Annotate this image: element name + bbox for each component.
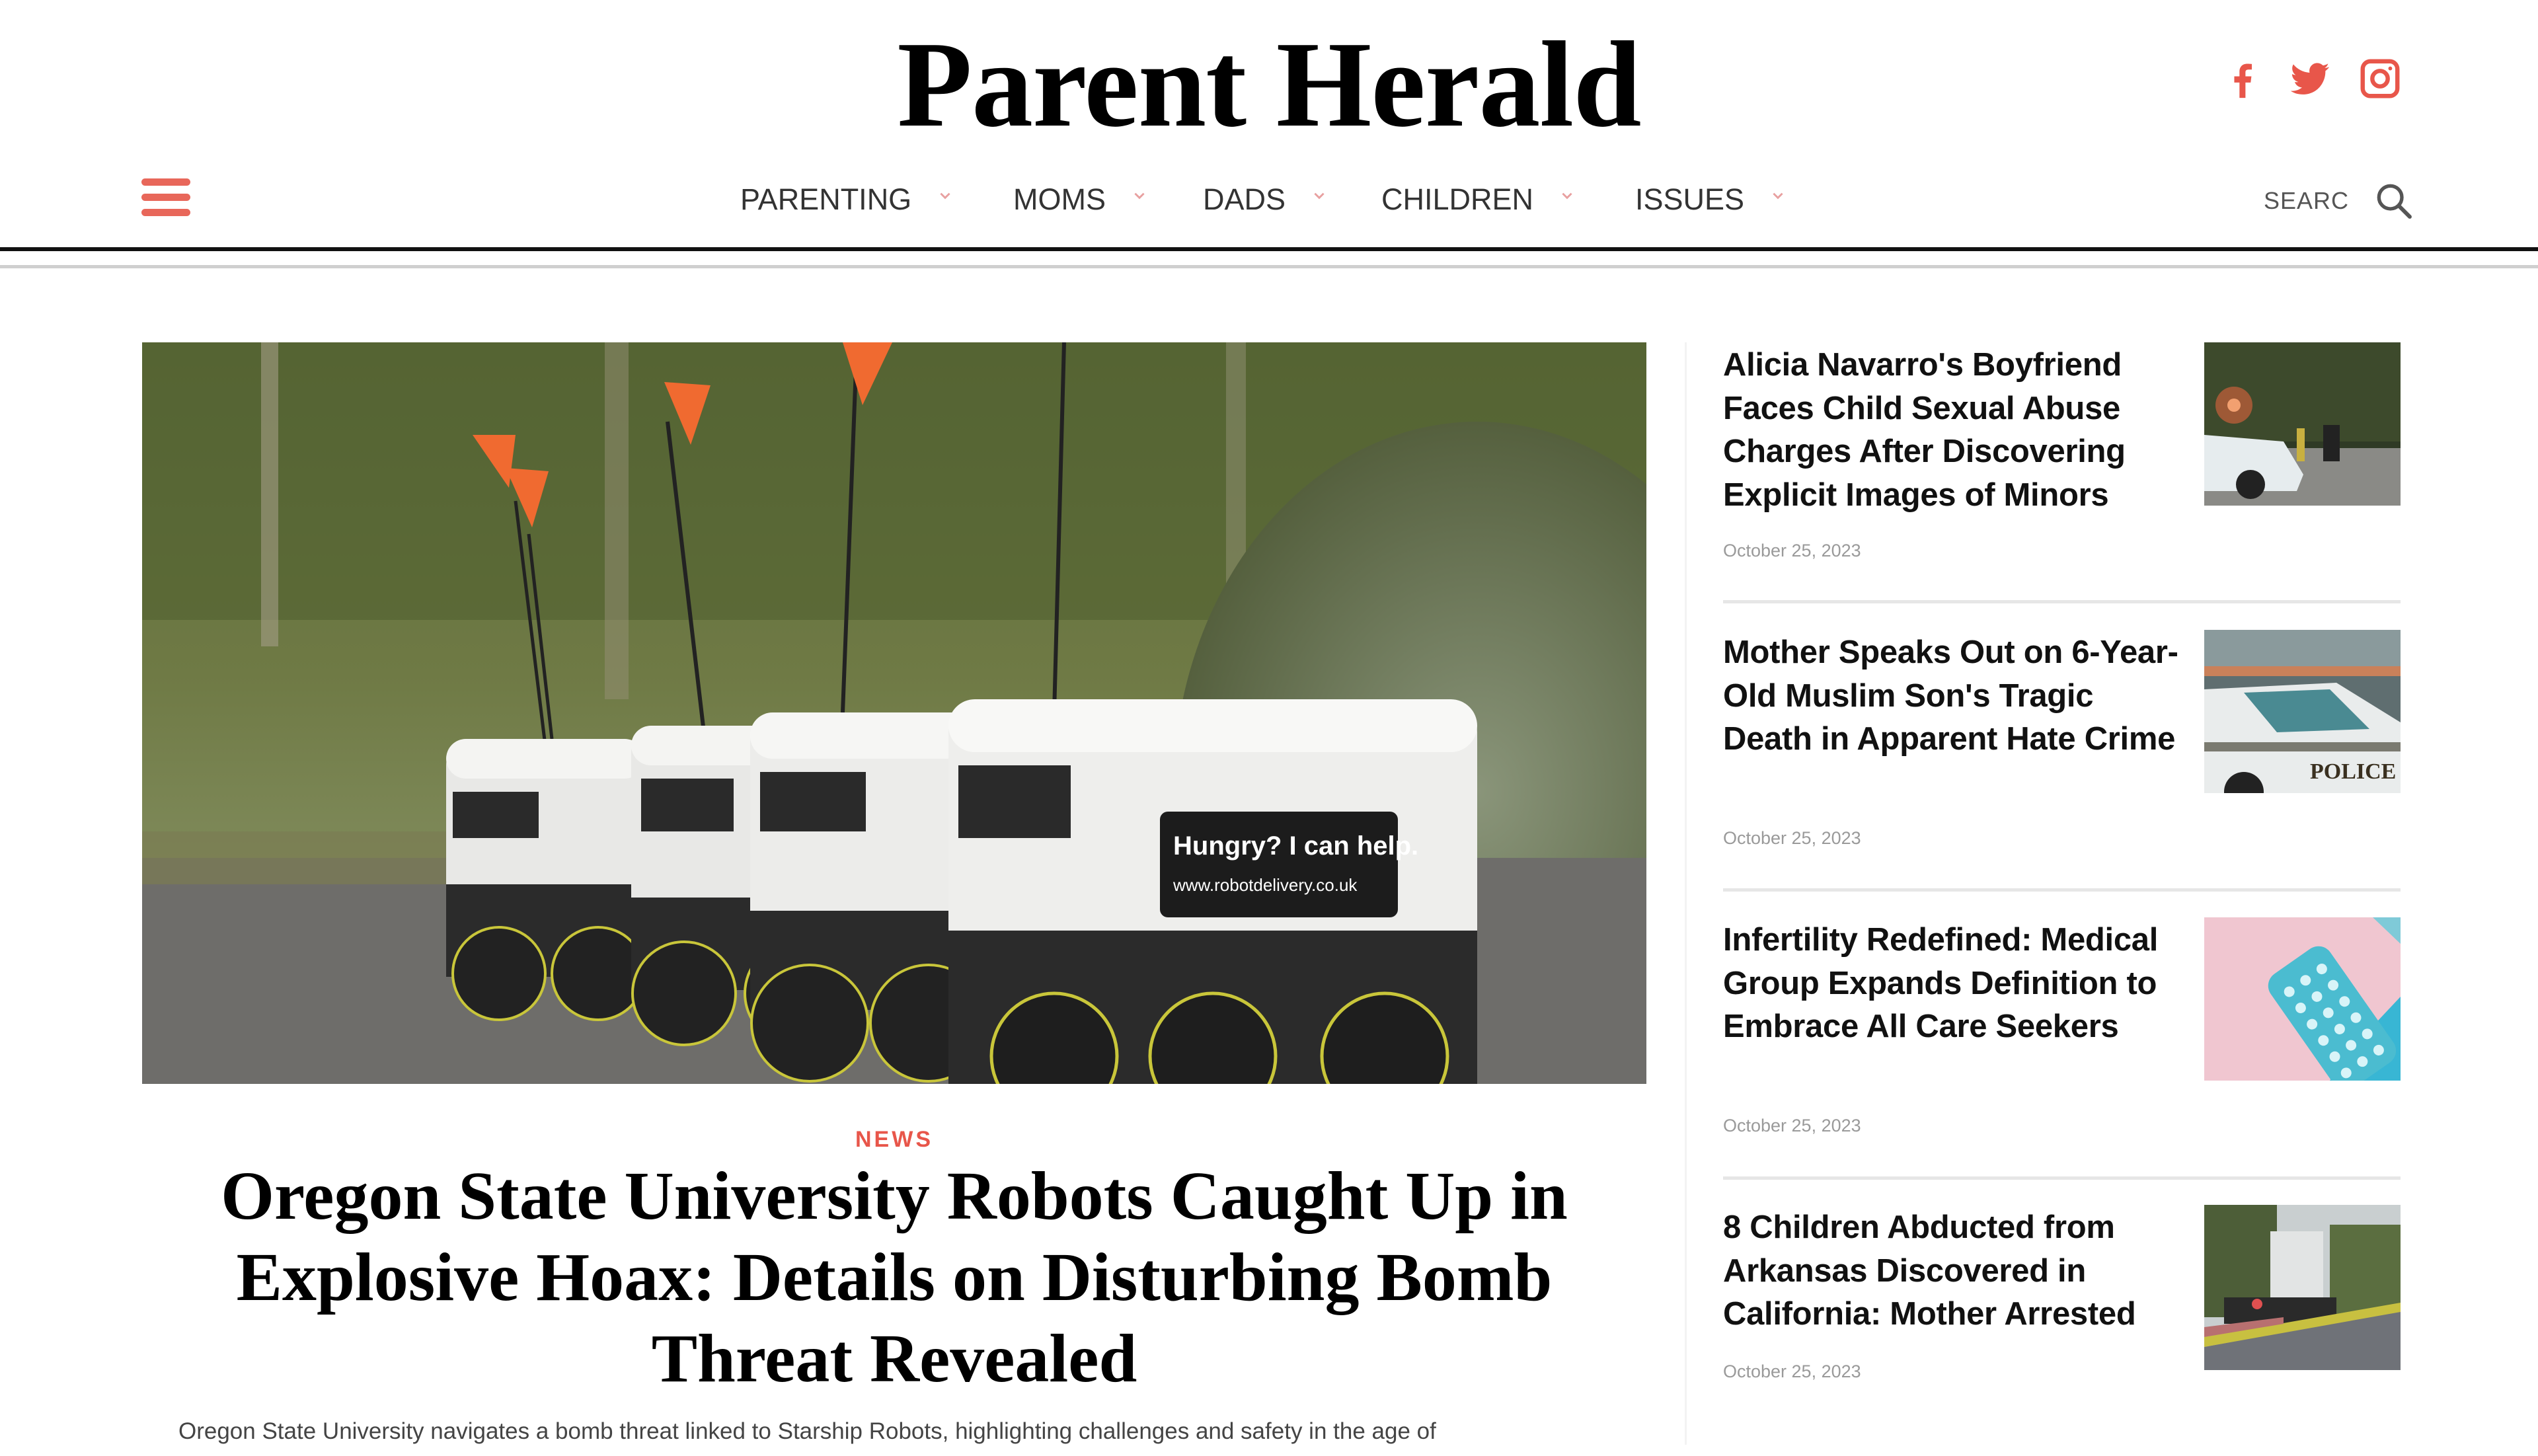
chevron-down-icon [938,188,952,203]
nav-label: ISSUES [1635,182,1745,216]
birth-control-pills-photo [2204,917,2401,1081]
featured-headline[interactable]: Oregon State University Robots Caught Up in Explosive Hoax: Details on Disturbing Bomb Threat Revealed [221,1158,1568,1397]
nav-label: DADS [1203,182,1286,216]
nav-item-parenting[interactable] [740,178,952,221]
chevron-down-icon [1771,188,1785,203]
svg-text:POLICE: POLICE [2310,759,2397,784]
nav-item-children[interactable] [1381,178,1574,221]
chevron-down-icon [1312,188,1327,203]
nav-item-moms[interactable] [1013,178,1147,221]
facebook-icon[interactable] [2219,56,2266,102]
nav-label: MOMS [1013,182,1106,216]
police-car-night-photo [2204,342,2401,506]
chevron-down-icon [1560,188,1574,203]
search-icon [2373,180,2415,222]
header-divider-thin [0,265,2538,268]
featured-article-image[interactable] [142,342,1646,1084]
sidebar-article-date: October 25, 2023 [1723,1361,1861,1381]
search-label: SEARC [2264,187,2350,214]
sidebar-article-date: October 25, 2023 [1723,1116,1861,1135]
main-nav [0,178,2538,221]
sidebar-divider [1723,1176,2401,1180]
search-button[interactable] [2264,180,2415,222]
nav-item-issues[interactable] [1635,178,1785,221]
instagram-icon[interactable] [2357,56,2403,102]
street-scene-photo [2204,1205,2401,1370]
sidebar-article-thumbnail[interactable] [2204,342,2401,506]
site-logo[interactable]: Parent Herald [897,17,1641,153]
sidebar-article[interactable] [1723,342,2401,594]
police-car-closeup-photo [2204,630,2401,793]
sidebar-article[interactable] [1723,917,2401,1169]
sidebar-article-title[interactable]: Alicia Navarro's Boyfriend Faces Child Sexual Abuse Charges After Discovering Explicit Images of Minors [1723,347,2126,513]
sidebar-divider [1723,888,2401,892]
robot-sign-url: www.robotdelivery.co.uk [1173,875,1358,895]
sidebar-article-title[interactable]: Mother Speaks Out on 6-Year-Old Muslim Son's Tragic Death in Apparent Hate Crime [1723,634,2178,757]
sidebar-article-title[interactable]: Infertility Redefined: Medical Group Expands Definition to Embrace All Care Seekers [1723,922,2159,1044]
robot-sign-text: Hungry? I can help. [1173,831,1419,861]
sidebar-article-thumbnail[interactable] [2204,1205,2401,1370]
sidebar-article-title[interactable]: 8 Children Abducted from Arkansas Discovered in California: Mother Arrested [1723,1209,2136,1332]
nav-item-dads[interactable] [1203,178,1327,221]
sidebar-article-thumbnail[interactable] [2204,630,2401,793]
sidebar-article[interactable] [1723,630,2401,881]
header-divider-thick [0,247,2538,251]
twitter-icon[interactable] [2287,56,2333,102]
delivery-robots-photo [142,342,1646,1084]
nav-label: CHILDREN [1381,182,1534,216]
sidebar-article[interactable] [1723,1205,2401,1456]
featured-summary: Oregon State University navigates a bomb threat linked to Starship Robots, highlighting challenges and safety in the age of [178,1418,1436,1444]
sidebar-divider [1723,600,2401,603]
column-separator [1685,342,1687,1445]
nav-label: PARENTING [740,182,912,216]
sidebar-article-thumbnail[interactable] [2204,917,2401,1081]
sidebar-article-date: October 25, 2023 [1723,828,1861,848]
category-label[interactable]: NEWS [855,1127,933,1152]
chevron-down-icon [1132,188,1147,203]
sidebar-article-date: October 25, 2023 [1723,541,1861,560]
